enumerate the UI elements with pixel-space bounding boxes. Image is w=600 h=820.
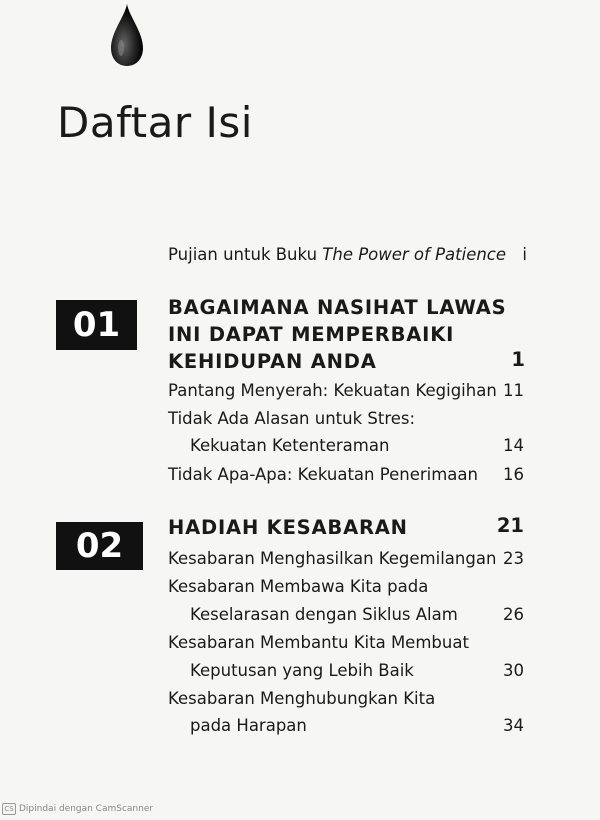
entry-page-number: 30 — [503, 661, 524, 680]
chapter-title[interactable] — [168, 294, 507, 375]
entry-page-number: 16 — [503, 465, 524, 484]
chapter-page-number: 1 — [511, 348, 525, 371]
entry-page-number: 26 — [503, 605, 524, 624]
toc-entry-continued[interactable]: Kekuatan Ketenteraman — [190, 436, 390, 455]
toc-entry-continued[interactable]: Keselarasan dengan Siklus Alam — [190, 605, 458, 624]
watermark-text: Dipindai dengan CamScanner — [19, 804, 154, 814]
toc-entry-continued[interactable]: Keputusan yang Lebih Baik — [190, 661, 414, 680]
scanner-watermark — [2, 803, 153, 815]
toc-entry[interactable]: Kesabaran Membawa Kita pada — [168, 577, 429, 596]
entry-page-number: 14 — [503, 436, 524, 455]
toc-entry-praise[interactable] — [168, 245, 506, 264]
chapter-page-number: 21 — [496, 514, 524, 537]
chapter-title-line: HADIAH KESABARAN — [168, 516, 408, 539]
entry-page-number: i — [522, 245, 527, 264]
chapter-title-line: KEHIDUPAN ANDA — [168, 350, 377, 373]
water-drop-icon — [105, 2, 149, 68]
chapter-number-badge: 01 — [56, 300, 137, 350]
chapter-number-badge: 02 — [56, 522, 143, 570]
chapter-title-line: INI DAPAT MEMPERBAIKI — [168, 323, 455, 346]
entry-page-number: 23 — [503, 549, 524, 568]
toc-entry[interactable]: Kesabaran Menghubungkan Kita — [168, 689, 436, 708]
entry-page-number: 11 — [503, 381, 524, 400]
toc-entry[interactable]: Tidak Ada Alasan untuk Stres: — [168, 409, 416, 428]
chapter-title-line: BAGAIMANA NASIHAT LAWAS — [168, 296, 507, 319]
camscanner-icon: CS — [2, 803, 16, 815]
toc-entry[interactable]: Kesabaran Menghasilkan Kegemilangan — [168, 549, 497, 568]
entry-label: Pujian untuk Buku — [168, 245, 323, 264]
page-title: Daftar Isi — [57, 98, 253, 147]
toc-entry[interactable]: Tidak Apa-Apa: Kekuatan Penerimaan — [168, 465, 478, 484]
toc-entry[interactable]: Kesabaran Membantu Kita Membuat — [168, 633, 469, 652]
toc-entry[interactable]: Pantang Menyerah: Kekuatan Kegigihan — [168, 381, 497, 400]
chapter-title[interactable] — [168, 514, 408, 541]
toc-entry-continued[interactable]: pada Harapan — [190, 716, 307, 735]
entry-page-number: 34 — [503, 716, 524, 735]
book-title-italic: The Power of Patience — [322, 245, 507, 264]
